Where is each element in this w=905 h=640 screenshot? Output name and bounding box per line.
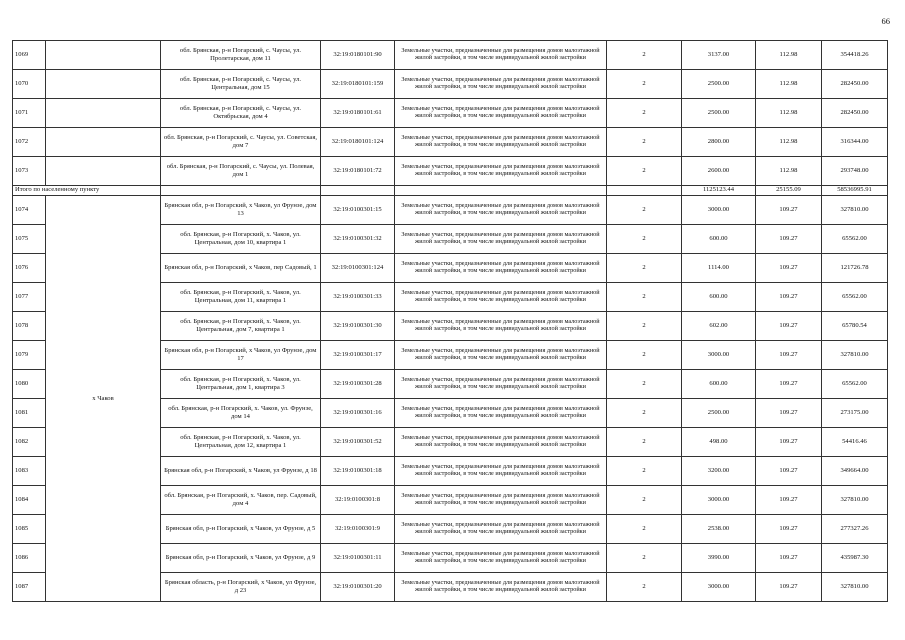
row-number: 1072 [13, 128, 46, 157]
summary-rate: 25155.09 [756, 186, 822, 196]
specific-value: 109.27 [756, 370, 822, 399]
cadastral-number: 32:19:0100301:52 [321, 428, 395, 457]
address-cell: обл. Брянская, р-н Погарский, х. Чаков, ул. Центральная, дом 11, квартира 1 [161, 283, 321, 312]
table-body-group-a [13, 41, 888, 186]
use-group: 2 [607, 157, 682, 186]
area-value: 3000.00 [682, 573, 756, 602]
summary-empty-cell [321, 186, 395, 196]
land-use-purpose: Земельные участки, предназначенные для размещения домов малоэтажной жилой застройки, в том числе индивидуальной жилой застройки [395, 457, 607, 486]
land-use-purpose: Земельные участки, предназначенные для размещения домов малоэтажной жилой застройки, в том числе индивидуальной жилой застройки [395, 312, 607, 341]
specific-value: 109.27 [756, 486, 822, 515]
cadastral-value: 327810.00 [822, 573, 888, 602]
table-summary [13, 186, 888, 196]
specific-value: 109.27 [756, 428, 822, 457]
specific-value: 109.27 [756, 341, 822, 370]
area-value: 3137.00 [682, 41, 756, 70]
table-row [13, 70, 888, 99]
cadastral-number: 32:19:0100301:15 [321, 196, 395, 225]
cadastral-value: 65562.00 [822, 283, 888, 312]
address-cell: Брянская обл, р-н Погарский, х Чаков, ул Фрунзе, дом 13 [161, 196, 321, 225]
address-cell: обл. Брянская, р-н Погарский, х. Чаков, ул. Центральная, дом 1, квартира 3 [161, 370, 321, 399]
use-group: 2 [607, 515, 682, 544]
land-use-purpose: Земельные участки, предназначенные для размещения домов малоэтажной жилой застройки, в том числе индивидуальной жилой застройки [395, 128, 607, 157]
cadastral-value: 54416.46 [822, 428, 888, 457]
address-cell: обл. Брянская, р-н Погарский, с. Чаусы, ул. Пролетарская, дом 11 [161, 41, 321, 70]
table-body-group-b [13, 196, 888, 602]
row-number: 1080 [13, 370, 46, 399]
locality-name: х Чаков [46, 196, 161, 602]
use-group: 2 [607, 41, 682, 70]
use-group: 2 [607, 70, 682, 99]
row-number: 1076 [13, 254, 46, 283]
use-group: 2 [607, 370, 682, 399]
row-number: 1082 [13, 428, 46, 457]
cadastral-number: 32:19:0100301:32 [321, 225, 395, 254]
land-use-purpose: Земельные участки, предназначенные для размещения домов малоэтажной жилой застройки, в том числе индивидуальной жилой застройки [395, 370, 607, 399]
specific-value: 112.98 [756, 99, 822, 128]
cadastral-value: 273175.00 [822, 399, 888, 428]
cadastral-number: 32:19:0100301:33 [321, 283, 395, 312]
summary-label: Итого по населенному пункту [13, 186, 161, 196]
land-use-purpose: Земельные участки, предназначенные для размещения домов малоэтажной жилой застройки, в том числе индивидуальной жилой застройки [395, 283, 607, 312]
cadastral-number: 32:19:0100301:11 [321, 544, 395, 573]
area-value: 600.00 [682, 283, 756, 312]
row-number: 1069 [13, 41, 46, 70]
area-value: 1114.00 [682, 254, 756, 283]
use-group: 2 [607, 544, 682, 573]
specific-value: 109.27 [756, 312, 822, 341]
row-number: 1077 [13, 283, 46, 312]
land-use-purpose: Земельные участки, предназначенные для размещения домов малоэтажной жилой застройки, в том числе индивидуальной жилой застройки [395, 254, 607, 283]
specific-value: 109.27 [756, 515, 822, 544]
area-value: 3000.00 [682, 196, 756, 225]
cadastral-value: 121726.78 [822, 254, 888, 283]
cadastral-value: 349664.00 [822, 457, 888, 486]
locality-empty-cell [46, 157, 161, 186]
cadastral-value: 435987.30 [822, 544, 888, 573]
land-use-purpose: Земельные участки, предназначенные для размещения домов малоэтажной жилой застройки, в том числе индивидуальной жилой застройки [395, 428, 607, 457]
row-number: 1081 [13, 399, 46, 428]
specific-value: 109.27 [756, 283, 822, 312]
row-number: 1087 [13, 573, 46, 602]
table-row [13, 99, 888, 128]
land-use-purpose: Земельные участки, предназначенные для размещения домов малоэтажной жилой застройки, в том числе индивидуальной жилой застройки [395, 70, 607, 99]
page-number: 66 [881, 16, 890, 26]
summary-value: 58536995.91 [822, 186, 888, 196]
area-value: 2538.00 [682, 515, 756, 544]
row-number: 1075 [13, 225, 46, 254]
cadastral-number: 32:19:0100301:16 [321, 399, 395, 428]
cadastral-value: 65562.00 [822, 370, 888, 399]
cadastral-number: 32:19:0100301:30 [321, 312, 395, 341]
row-number: 1071 [13, 99, 46, 128]
cadastral-value: 327810.00 [822, 196, 888, 225]
cadastral-number: 32:19:0180101:159 [321, 70, 395, 99]
land-use-purpose: Земельные участки, предназначенные для размещения домов малоэтажной жилой застройки, в том числе индивидуальной жилой застройки [395, 225, 607, 254]
summary-row [13, 186, 888, 196]
cadastral-value: 282450.00 [822, 99, 888, 128]
specific-value: 112.98 [756, 70, 822, 99]
area-value: 2600.00 [682, 157, 756, 186]
cadastral-number: 32:19:0100301:20 [321, 573, 395, 602]
address-cell: Брянская обл, р-н Погарский, х Чаков, пер Садовый, 1 [161, 254, 321, 283]
land-use-purpose: Земельные участки, предназначенные для размещения домов малоэтажной жилой застройки, в том числе индивидуальной жилой застройки [395, 515, 607, 544]
summary-empty-cell [395, 186, 607, 196]
area-value: 2500.00 [682, 399, 756, 428]
land-use-purpose: Земельные участки, предназначенные для размещения домов малоэтажной жилой застройки, в том числе индивидуальной жилой застройки [395, 573, 607, 602]
use-group: 2 [607, 128, 682, 157]
specific-value: 112.98 [756, 128, 822, 157]
land-use-purpose: Земельные участки, предназначенные для размещения домов малоэтажной жилой застройки, в том числе индивидуальной жилой застройки [395, 544, 607, 573]
summary-empty-cell [607, 186, 682, 196]
row-number: 1073 [13, 157, 46, 186]
use-group: 2 [607, 573, 682, 602]
area-value: 600.00 [682, 225, 756, 254]
address-cell: обл. Брянская, р-н Погарский, х. Чаков, ул. Центральная, дом 7, квартира 1 [161, 312, 321, 341]
address-cell: обл. Брянская, р-н Погарский, с. Чаусы, ул. Полевая, дом 1 [161, 157, 321, 186]
land-use-purpose: Земельные участки, предназначенные для размещения домов малоэтажной жилой застройки, в том числе индивидуальной жилой застройки [395, 399, 607, 428]
address-cell: обл. Брянская, р-н Погарский, х. Чаков, ул. Фрунзе, дом 14 [161, 399, 321, 428]
use-group: 2 [607, 196, 682, 225]
use-group: 2 [607, 399, 682, 428]
cadastral-number: 32:19:0180101:61 [321, 99, 395, 128]
cadastral-number: 32:19:0100301:17 [321, 341, 395, 370]
address-cell: обл. Брянская, р-н Погарский, с. Чаусы, ул. Центральная, дом 15 [161, 70, 321, 99]
table-row [13, 128, 888, 157]
specific-value: 112.98 [756, 157, 822, 186]
use-group: 2 [607, 486, 682, 515]
land-use-purpose: Земельные участки, предназначенные для размещения домов малоэтажной жилой застройки, в том числе индивидуальной жилой застройки [395, 157, 607, 186]
land-registry-table [12, 40, 888, 602]
cadastral-value: 316344.00 [822, 128, 888, 157]
specific-value: 109.27 [756, 196, 822, 225]
cadastral-number: 32:19:0100301:124 [321, 254, 395, 283]
row-number: 1084 [13, 486, 46, 515]
area-value: 2800.00 [682, 128, 756, 157]
area-value: 600.00 [682, 370, 756, 399]
specific-value: 112.98 [756, 41, 822, 70]
use-group: 2 [607, 254, 682, 283]
cadastral-value: 327810.00 [822, 341, 888, 370]
row-number: 1086 [13, 544, 46, 573]
area-value: 2500.00 [682, 70, 756, 99]
area-value: 498.00 [682, 428, 756, 457]
locality-empty-cell [46, 128, 161, 157]
table-row [13, 157, 888, 186]
specific-value: 109.27 [756, 457, 822, 486]
summary-empty-cell [161, 186, 321, 196]
cadastral-number: 32:19:0180101:90 [321, 41, 395, 70]
cadastral-value: 327810.00 [822, 486, 888, 515]
cadastral-value: 277327.26 [822, 515, 888, 544]
address-cell: обл. Брянская, р-н Погарский, с. Чаусы, ул. Советская, дом 7 [161, 128, 321, 157]
area-value: 2500.00 [682, 99, 756, 128]
specific-value: 109.27 [756, 225, 822, 254]
use-group: 2 [607, 283, 682, 312]
land-use-purpose: Земельные участки, предназначенные для размещения домов малоэтажной жилой застройки, в том числе индивидуальной жилой застройки [395, 486, 607, 515]
address-cell: обл. Брянская, р-н Погарский, х. Чаков, ул. Центральная, дом 12, квартира 1 [161, 428, 321, 457]
land-use-purpose: Земельные участки, предназначенные для размещения домов малоэтажной жилой застройки, в том числе индивидуальной жилой застройки [395, 341, 607, 370]
cadastral-value: 282450.00 [822, 70, 888, 99]
address-cell: обл. Брянская, р-н Погарский, х. Чаков, ул. Центральная, дом 10, квартира 1 [161, 225, 321, 254]
specific-value: 109.27 [756, 399, 822, 428]
address-cell: Брянская обл, р-н Погарский, х Чаков, ул Фрунзе, д 5 [161, 515, 321, 544]
address-cell: обл. Брянская, р-н Погарский, с. Чаусы, ул. Октябрьская, дом 4 [161, 99, 321, 128]
area-value: 602.00 [682, 312, 756, 341]
address-cell: обл. Брянская, р-н Погарский, х. Чаков, пер. Садовый, дом 4 [161, 486, 321, 515]
cadastral-number: 32:19:0100301:9 [321, 515, 395, 544]
address-cell: Брянская обл, р-н Погарский, х Чаков, ул Фрунзе, д 18 [161, 457, 321, 486]
area-value: 3000.00 [682, 486, 756, 515]
cadastral-value: 65562.00 [822, 225, 888, 254]
cadastral-number: 32:19:0180101:124 [321, 128, 395, 157]
address-cell: Брянская обл, р-н Погарский, х Чаков, ул Фрунзе, д 9 [161, 544, 321, 573]
area-value: 3000.00 [682, 341, 756, 370]
cadastral-value: 65780.54 [822, 312, 888, 341]
cadastral-number: 32:19:0100301:8 [321, 486, 395, 515]
address-cell: Брянская область, р-н Погарский, х Чаков, ул Фрунзе, д 23 [161, 573, 321, 602]
cadastral-value: 293748.00 [822, 157, 888, 186]
locality-empty-cell [46, 70, 161, 99]
specific-value: 109.27 [756, 573, 822, 602]
use-group: 2 [607, 341, 682, 370]
address-cell: Брянская обл, р-н Погарский, х Чаков, ул Фрунзе, дом 17 [161, 341, 321, 370]
land-use-purpose: Земельные участки, предназначенные для размещения домов малоэтажной жилой застройки, в том числе индивидуальной жилой застройки [395, 196, 607, 225]
row-number: 1074 [13, 196, 46, 225]
row-number: 1083 [13, 457, 46, 486]
cadastral-value: 354418.26 [822, 41, 888, 70]
area-value: 3200.00 [682, 457, 756, 486]
row-number: 1079 [13, 341, 46, 370]
use-group: 2 [607, 312, 682, 341]
locality-empty-cell [46, 41, 161, 70]
land-use-purpose: Земельные участки, предназначенные для размещения домов малоэтажной жилой застройки, в том числе индивидуальной жилой застройки [395, 99, 607, 128]
table-row [13, 41, 888, 70]
row-number: 1085 [13, 515, 46, 544]
use-group: 2 [607, 428, 682, 457]
use-group: 2 [607, 99, 682, 128]
row-number: 1070 [13, 70, 46, 99]
area-value: 3990.00 [682, 544, 756, 573]
locality-empty-cell [46, 99, 161, 128]
cadastral-number: 32:19:0180101:72 [321, 157, 395, 186]
cadastral-number: 32:19:0100301:18 [321, 457, 395, 486]
specific-value: 109.27 [756, 544, 822, 573]
summary-area: 1125123.44 [682, 186, 756, 196]
cadastral-number: 32:19:0100301:28 [321, 370, 395, 399]
land-use-purpose: Земельные участки, предназначенные для размещения домов малоэтажной жилой застройки, в том числе индивидуальной жилой застройки [395, 41, 607, 70]
row-number: 1078 [13, 312, 46, 341]
use-group: 2 [607, 457, 682, 486]
specific-value: 109.27 [756, 254, 822, 283]
use-group: 2 [607, 225, 682, 254]
table-row [13, 196, 888, 225]
